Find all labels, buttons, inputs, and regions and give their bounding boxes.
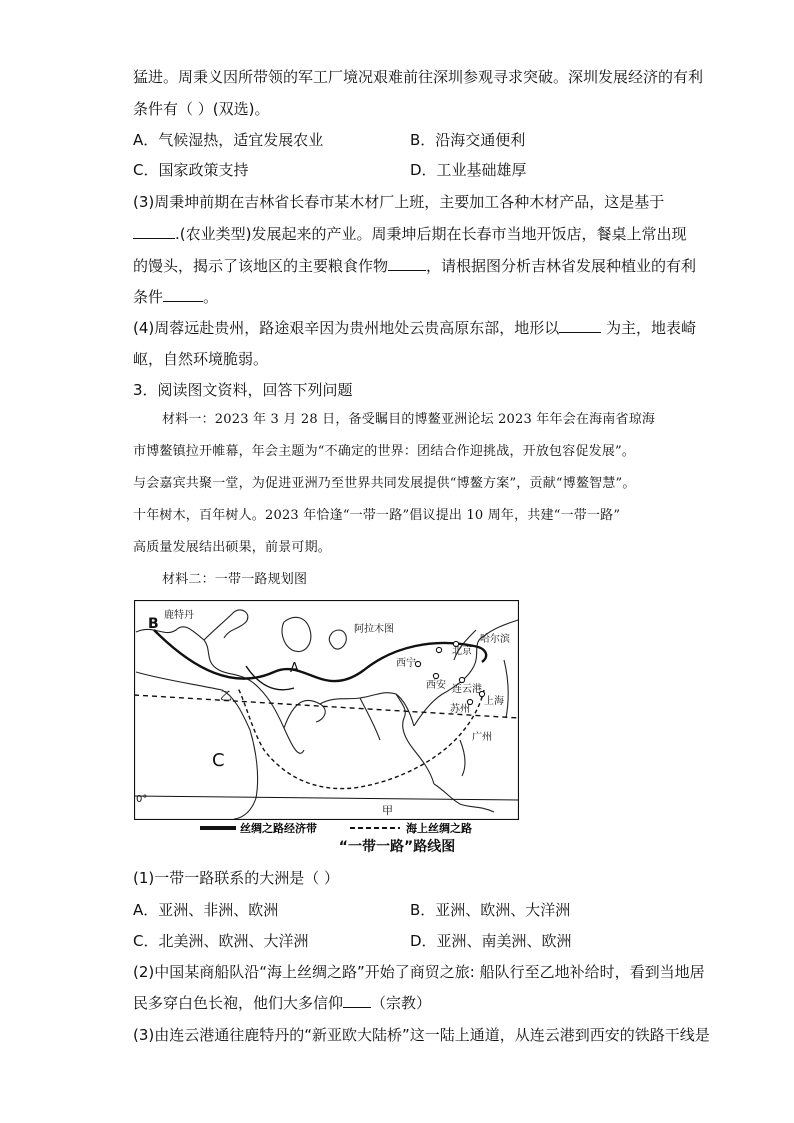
map-label: 上海 [484, 696, 504, 707]
material-1-line: 材料一：2023 年 3 月 28 日，备受瞩目的博鳌亚洲论坛 2023 年年会在海南省琼海 [162, 412, 656, 427]
answer-blank[interactable] [133, 224, 175, 239]
map-label: 甲 [382, 804, 393, 817]
legend-land-swatch [200, 826, 236, 830]
q2-s3-line: (3)周秉坤前期在吉林省长春市某木材厂上班，主要加工各种木材产品，这是基于 [133, 193, 665, 211]
city-marker [459, 677, 464, 682]
q3-s2-line: 民多穿白色长袍，他们大多信仰 （宗教） [133, 994, 432, 1012]
q3-s1-option-c: C．北美洲、欧洲、大洋洲 [133, 932, 309, 950]
map-label: 苏州 [450, 704, 470, 715]
material-1-line: 高质量发展结出硕果，前景可期。 [133, 540, 332, 555]
map-label: 乙 [220, 689, 233, 703]
q3-s1-option-a: A．亚洲、非洲、欧洲 [133, 901, 279, 919]
map-label: 北京 [452, 646, 472, 657]
q2-s3-line: 的馒头，揭示了该地区的主要粮食作物 ，请根据图分析吉林省发展种植业的有利 [133, 257, 697, 275]
q2-option-a: A．气候湿热，适宜发展农业 [133, 131, 324, 149]
map-label: B [148, 616, 159, 632]
q2-option-b: B．沿海交通便利 [410, 131, 526, 149]
material-2-label: 材料二：一带一路规划图 [162, 572, 308, 587]
q2-s4-line: (4)周蓉远赴贵州，路途艰辛因为贵州地处云贵高原东部，地形以 为主，地表崎 [133, 319, 697, 337]
q3-title: 3．阅读图文资料，回答下列问题 [133, 381, 353, 399]
answer-blank[interactable] [343, 993, 371, 1008]
q2-option-d: D．工业基础雄厚 [410, 161, 527, 179]
q2-text-line: 猛进。周秉义因所带领的军工厂境况艰难前往深圳参观寻求突破。深圳发展经济的有利 [133, 68, 704, 86]
map-label: C [212, 750, 225, 771]
q3-s1: (1)一带一路联系的大洲是（ ） [133, 869, 340, 887]
map-label: A [290, 661, 299, 676]
legend-svg [200, 821, 520, 835]
material-1-line: 与会嘉宾共聚一堂，为促进亚洲乃至世界共同发展提供“博鳌方案”，贡献“博鳌智慧”。 [133, 476, 636, 491]
q2-s3-line: 条件 。 [133, 288, 219, 306]
map-label: 西宁 [396, 658, 416, 669]
city-marker [433, 673, 438, 678]
q2-option-c: C．国家政策支持 [133, 161, 249, 179]
q2-s4-line: 岖，自然环境脆弱。 [133, 350, 269, 368]
legend-sea-label: 海上丝绸之路 [406, 822, 472, 835]
map-label: 鹿特丹 [164, 610, 194, 621]
q3-s3-line: (3)由连云港通往鹿特丹的“新亚欧大陆桥”这一陆上通道，从连云港到西安的铁路干线是 [133, 1026, 710, 1044]
map-legend [200, 821, 520, 835]
answer-blank[interactable] [388, 256, 426, 271]
map-caption: “一带一路”路线图 [338, 839, 456, 855]
answer-blank[interactable] [559, 318, 601, 333]
material-1-line: 十年树木，百年树人。2023 年恰逢“一带一路”倡议提出 10 周年，共建“一带一路” [133, 508, 621, 523]
map-svg [134, 600, 519, 820]
q3-s1-option-d: D．亚洲、南美洲、欧洲 [410, 932, 572, 950]
map-label: 西安 [426, 680, 446, 691]
answer-blank[interactable] [163, 287, 203, 302]
map-label: 连云港 [452, 684, 482, 695]
city-marker [415, 661, 420, 666]
q3-s1-option-b: B．亚洲、欧洲、大洋洲 [410, 901, 571, 919]
map-label: 哈尔滨 [480, 634, 510, 645]
belt-and-road-map [134, 600, 519, 820]
material-1-line: 市博鳌镇拉开帷幕，年会主题为“不确定的世界：团结合作迎挑战，开放包容促发展”。 [133, 444, 636, 459]
map-label: 阿拉木图 [354, 624, 394, 635]
q2-text-line: 条件有（ ）(双选)。 [133, 100, 270, 118]
q2-s3-line: .(农业类型)发展起来的产业。周秉坤后期在长春市当地开饭店，餐桌上常出现 [133, 224, 686, 244]
map-label: 广州 [472, 732, 492, 743]
q3-s2-line: (2)中国某商船队沿“海上丝绸之路”开始了商贸之旅: 船队行至乙地补给时，看到当地居 [133, 963, 705, 981]
city-marker [436, 647, 441, 652]
legend-land-label: 丝绸之路经济带 [240, 822, 317, 835]
map-label: 0° [136, 794, 148, 805]
